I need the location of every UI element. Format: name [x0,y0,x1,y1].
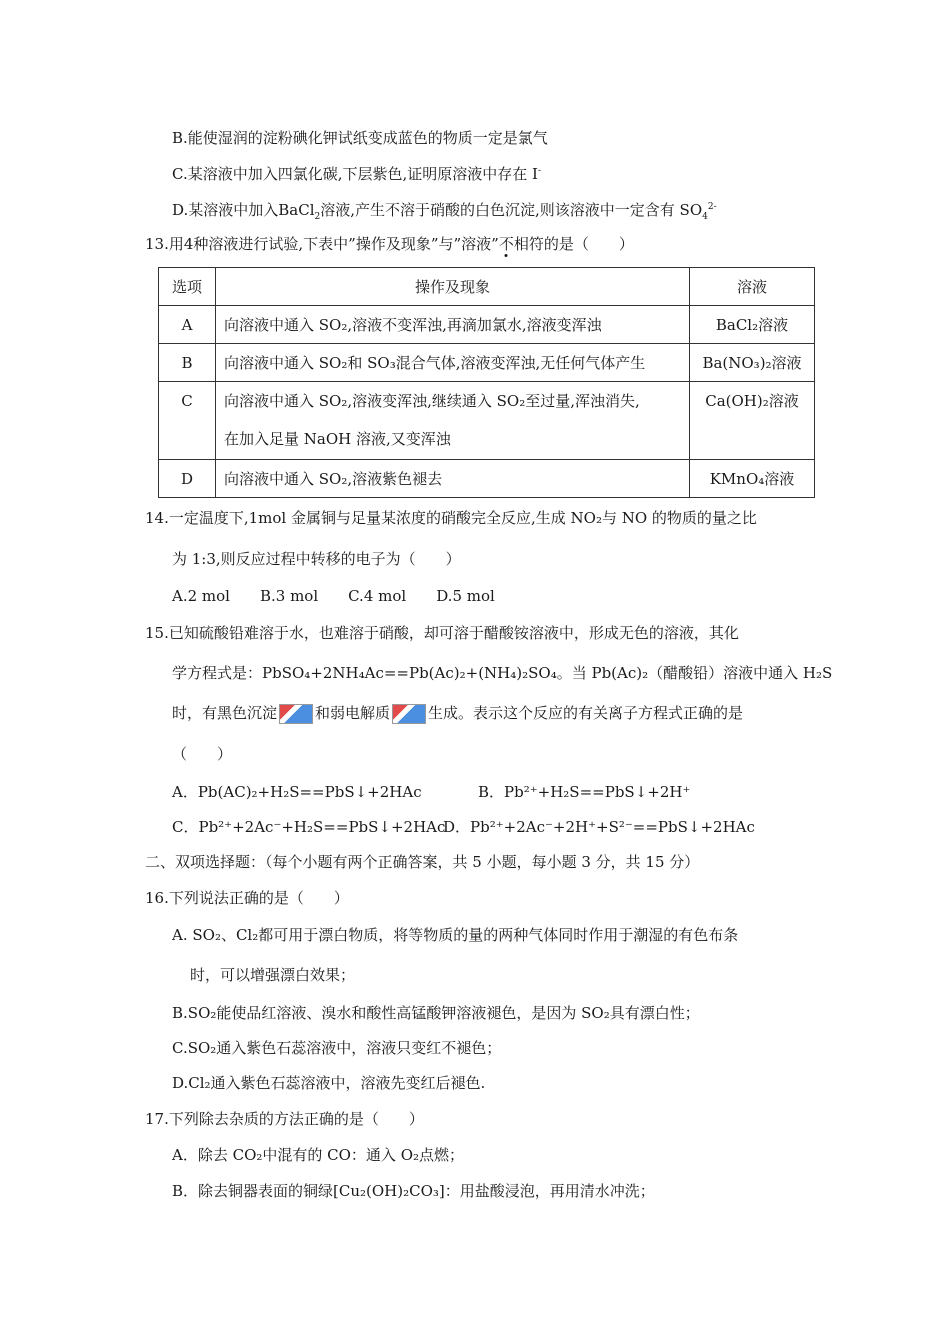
table-row: B 向溶液中通入 SO₂和 SO₃混合气体,溶液变浑浊,无任何气体产生 Ba(NO₃)₂溶液 [159,344,815,382]
q15-option-b: B．Pb²⁺+H₂S==PbS↓+2H⁺ [478,783,691,801]
broken-image-icon [392,704,426,724]
q15-option-c: C．Pb²⁺+2Ac⁻+H₂S==PbS↓+2HAc [172,818,446,836]
table-header-operation: 操作及现象 [216,268,690,306]
q15-stem-line4: （ ） [172,745,233,763]
q14-options: A.2 mol B.3 mol C.4 mol D.5 mol [172,587,495,605]
q15-stem-line1: 15.已知硫酸铅难溶于水，也难溶于硝酸，却可溶于醋酸铵溶液中，形成无色的溶液，其化 [145,624,739,642]
q16-option-d: D.Cl₂通入紫色石蕊溶液中，溶液先变红后褪色. [172,1074,486,1092]
q17-option-a: A．除去 CO₂中混有的 CO：通入 O₂点燃； [172,1146,465,1164]
q17-option-b: B．除去铜器表面的铜绿[Cu₂(OH)₂CO₃]：用盐酸浸泡，再用清水冲洗； [172,1182,655,1200]
table-row: A 向溶液中通入 SO₂,溶液不变浑浊,再滴加氯水,溶液变浑浊 BaCl₂溶液 [159,306,815,344]
table-header-option: 选项 [159,268,216,306]
q16-option-c: C.SO₂通入紫色石蕊溶液中，溶液只变红不褪色； [172,1039,502,1057]
q14-stem-line1: 14.一定温度下,1mol 金属铜与足量某浓度的硝酸完全反应,生成 NO₂与 NO 的物质的量之比 [145,509,757,527]
q15-stem-line2: 学方程式是：PbSO₄+2NH₄Ac==Pb(Ac)₂+(NH₄)₂SO₄。当 Pb(Ac)₂（醋酸铅）溶液中通入 H₂S [172,664,833,682]
table-row: D 向溶液中通入 SO₂,溶液紫色褪去 KMnO₄溶液 [159,460,815,498]
q16-option-a-line1: A. SO₂、Cl₂都可用于漂白物质，将等物质的量的两种气体同时作用于潮湿的有色布条 [172,926,739,944]
q12-option-c: C.某溶液中加入四氯化碳,下层紫色,证明原溶液中存在 I- [172,165,541,183]
q13-table [158,267,815,498]
q16-option-b: B.SO₂能使品红溶液、溴水和酸性高锰酸钾溶液褪色，是因为 SO₂具有漂白性； [172,1004,700,1022]
q12-option-d: D.某溶液中加入BaCl$_2$溶液,产生不溶于硝酸的白色沉淀,则该溶液中一定含有 $SO_4^{2-}$ [172,201,717,222]
section-2-heading: 二、双项选择题：（每个小题有两个正确答案，共 5 小题，每小题 3 分，共 15 分） [145,853,700,871]
q15-stem-line3: 时，有黑色沉淀 和弱电解质 生成。表示这个反应的有关离子方程式正确的是 [172,704,744,722]
table-row: C 向溶液中通入 SO₂,溶液变浑浊,继续通入 SO₂至过量,浑浊消失, 在加入足量 NaOH 溶液,又变浑浊 Ca(OH)₂溶液 [159,382,815,460]
table-header-solution: 溶液 [690,268,815,306]
q16-stem: 16.下列说法正确的是（ ） [145,889,349,907]
q15-option-a: A．Pb(AC)₂+H₂S==PbS↓+2HAc [172,783,422,801]
broken-image-icon [279,704,313,724]
q13-stem: 13.用4种溶液进行试验,下表中”操作及现象”与”溶液”不相符的是（ ） [145,235,634,253]
q12-option-b: B.能使湿润的淀粉碘化钾试纸变成蓝色的物质一定是氯气 [172,129,548,147]
q14-stem-line2: 为 1:3,则反应过程中转移的电子为（ ） [172,550,461,568]
q15-option-d: D．Pb²⁺+2Ac⁻+2H⁺+S²⁻==PbS↓+2HAc [443,818,755,836]
q17-stem: 17.下列除去杂质的方法正确的是（ ） [145,1110,424,1128]
q16-option-a-line2: 时，可以增强漂白效果； [190,966,356,984]
